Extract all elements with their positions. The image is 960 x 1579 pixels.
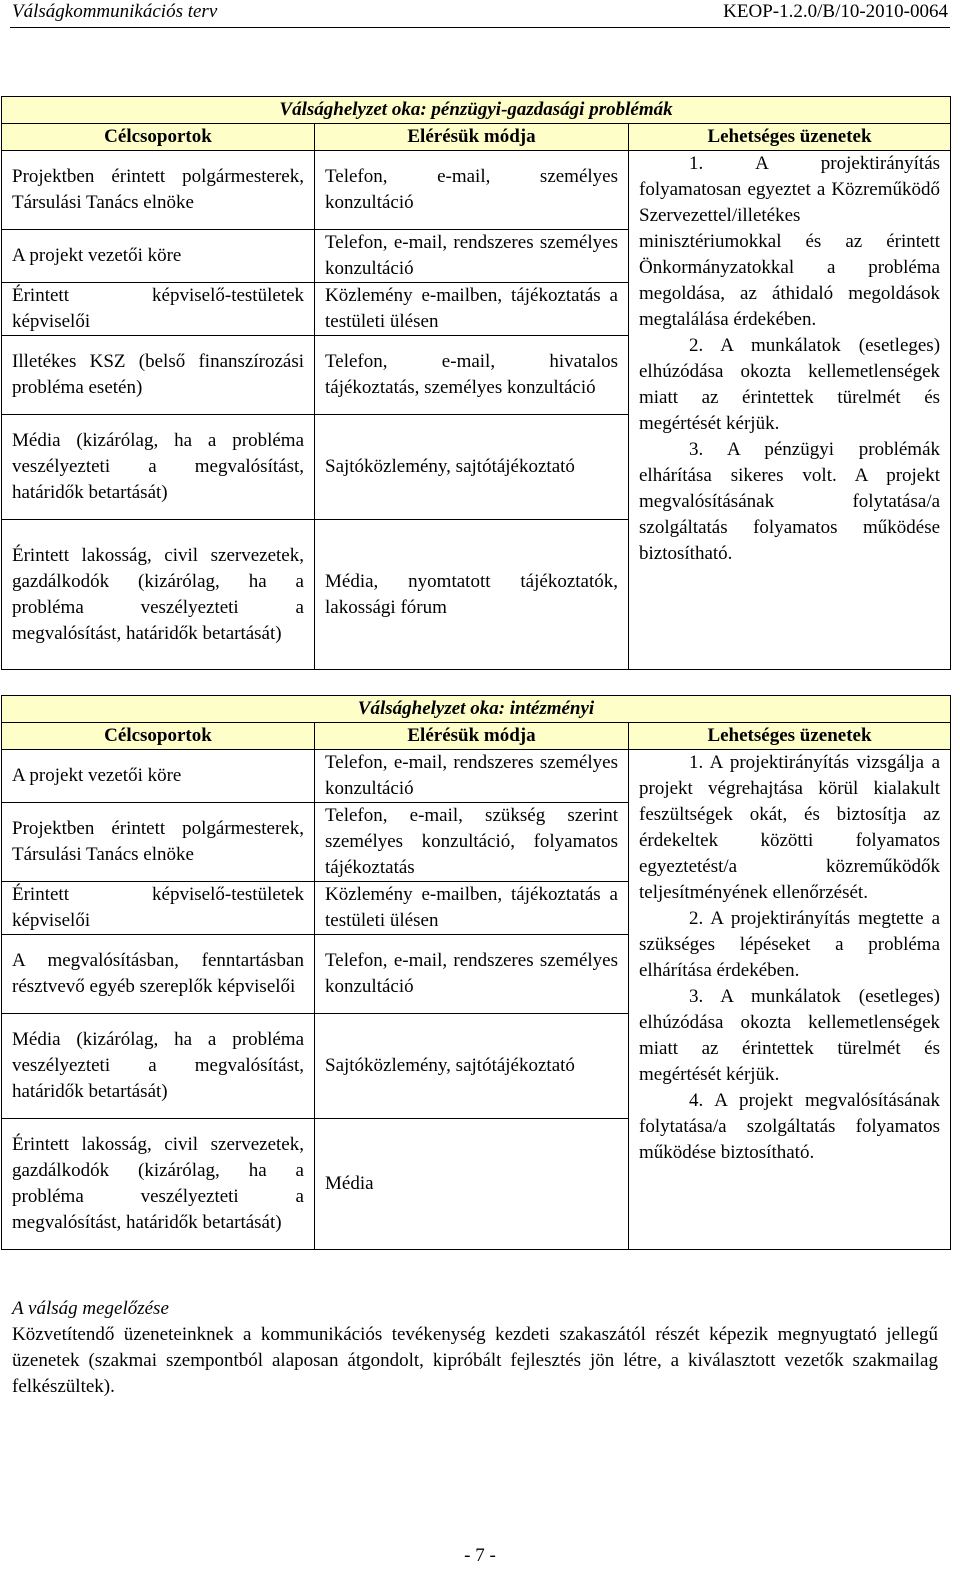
reach-method-cell: Média [315,1119,629,1250]
section-body: Közvetítendő üzeneteinknek a kommunikációs tevékenység kezdeti szakaszától részét képezik megnyugtató jellegű üzenetek (szakmai szempontból alaposan átgondolt, kipróbált fejlesztés jön létre, a kiválasztott vezetők szakmailag felkészültek). [12,1324,938,1397]
message-item: 2. A projektirányítás megtette a szükséges lépéseket a probléma elhárítása érdekében. [639,908,941,981]
column-header-reach-method: Elérésük módja [315,723,629,750]
message-item: 4. A projekt megvalósításának folytatása/a szolgáltatás folyamatos működése biztosítható. [639,1090,941,1163]
target-group-cell: Média (kizárólag, ha a probléma veszélyezteti a megvalósítást, határidők betartását) [2,1014,315,1119]
reach-method-cell: Telefon, e-mail, személyes konzultáció [315,151,629,230]
page-header [12,0,948,26]
target-group-cell: Érintett lakosság, civil szervezetek, gazdálkodók (kizárólag, ha a probléma veszélyezteti a megvalósítást, határidők betartását) [2,520,315,670]
document-title: Válságkommunikációs terv [12,1,218,22]
section-title: A válság megelőzése [12,1298,169,1319]
messages-cell [629,750,951,1250]
target-group-cell: Média (kizárólag, ha a probléma veszélyezteti a megvalósítást, határidők betartását) [2,415,315,520]
page-number: - 7 - [464,1545,496,1566]
target-group-cell: A projekt vezetői köre [2,230,315,283]
table-title-row [2,97,951,124]
target-group-cell: Projektben érintett polgármesterek, Társulási Tanács elnöke [2,803,315,882]
reach-method-cell: Sajtóközlemény, sajtótájékoztató [315,1014,629,1119]
reach-method-cell: Telefon, e-mail, szükség szerint személyes konzultáció, folyamatos tájékoztatás [315,803,629,882]
reach-method-cell: Telefon, e-mail, rendszeres személyes konzultáció [315,230,629,283]
message-item: 3. A pénzügyi problémák elhárítása sikeres volt. A projekt megvalósításának folytatása/a szolgáltatás folyamatos működése biztosítható. [639,439,941,564]
project-code: KEOP-1.2.0/B/10-2010-0064 [723,1,948,22]
table-title-row [2,696,951,723]
column-header-target-groups: Célcsoportok [2,723,315,750]
table-title: Válsághelyzet oka: intézményi [2,696,951,723]
crisis-table-institutional [1,695,951,1250]
reach-method-cell: Sajtóközlemény, sajtótájékoztató [315,415,629,520]
table-title: Válsághelyzet oka: pénzügyi-gazdasági problémák [2,97,951,124]
reach-method-cell: Közlemény e-mailben, tájékoztatás a testületi ülésen [315,283,629,336]
target-group-cell: A megvalósításban, fenntartásban résztvevő egyéb szereplők képviselői [2,935,315,1014]
column-header-messages: Lehetséges üzenetek [629,723,951,750]
column-header-target-groups: Célcsoportok [2,124,315,151]
table-header-row [2,723,951,750]
message-item: 1. A projektirányítás folyamatosan egyeztet a Közreműködő Szervezettel/illetékes minisztériumokkal és az érintett Önkormányzatokkal a probléma megoldása, az áthidaló megoldások megtalálása érdekében. [639,153,941,330]
target-group-cell: Projektben érintett polgármesterek, Társulási Tanács elnöke [2,151,315,230]
reach-method-cell: Média, nyomtatott tájékoztatók, lakossági fórum [315,520,629,670]
table-header-row [2,124,951,151]
target-group-cell: A projekt vezetői köre [2,750,315,803]
messages-cell [629,151,951,670]
table-row [2,151,951,230]
column-header-messages: Lehetséges üzenetek [629,124,951,151]
message-item: 3. A munkálatok (esetleges) elhúzódása okozta kellemetlenségek miatt az érintettek türelmét és megértését kérjük. [639,986,941,1085]
reach-method-cell: Telefon, e-mail, hivatalos tájékoztatás, személyes konzultáció [315,336,629,415]
reach-method-cell: Telefon, e-mail, rendszeres személyes konzultáció [315,935,629,1014]
reach-method-cell: Közlemény e-mailben, tájékoztatás a testületi ülésen [315,882,629,935]
target-group-cell: Illetékes KSZ (belső finanszírozási probléma esetén) [2,336,315,415]
column-header-reach-method: Elérésük módja [315,124,629,151]
message-item: 1. A projektirányítás vizsgálja a projekt végrehajtása körül kialakult feszültségek okát, és biztosítja az érdekeltek közötti folyamatos egyeztetést/a közreműködők teljesítményének ellenőrzését. [639,752,941,903]
reach-method-cell: Telefon, e-mail, rendszeres személyes konzultáció [315,750,629,803]
header-divider [10,27,950,28]
crisis-table-financial [1,96,951,670]
target-group-cell: Érintett képviselő-testületek képviselői [2,882,315,935]
target-group-cell: Érintett lakosság, civil szervezetek, gazdálkodók (kizárólag, ha a probléma veszélyezteti a megvalósítást, határidők betartását) [2,1119,315,1250]
table-row [2,750,951,803]
message-item: 2. A munkálatok (esetleges) elhúzódása okozta kellemetlenségek miatt az érintettek türelmét és megértését kérjük. [639,335,941,434]
prevention-section [12,1296,938,1400]
target-group-cell: Érintett képviselő-testületek képviselői [2,283,315,336]
